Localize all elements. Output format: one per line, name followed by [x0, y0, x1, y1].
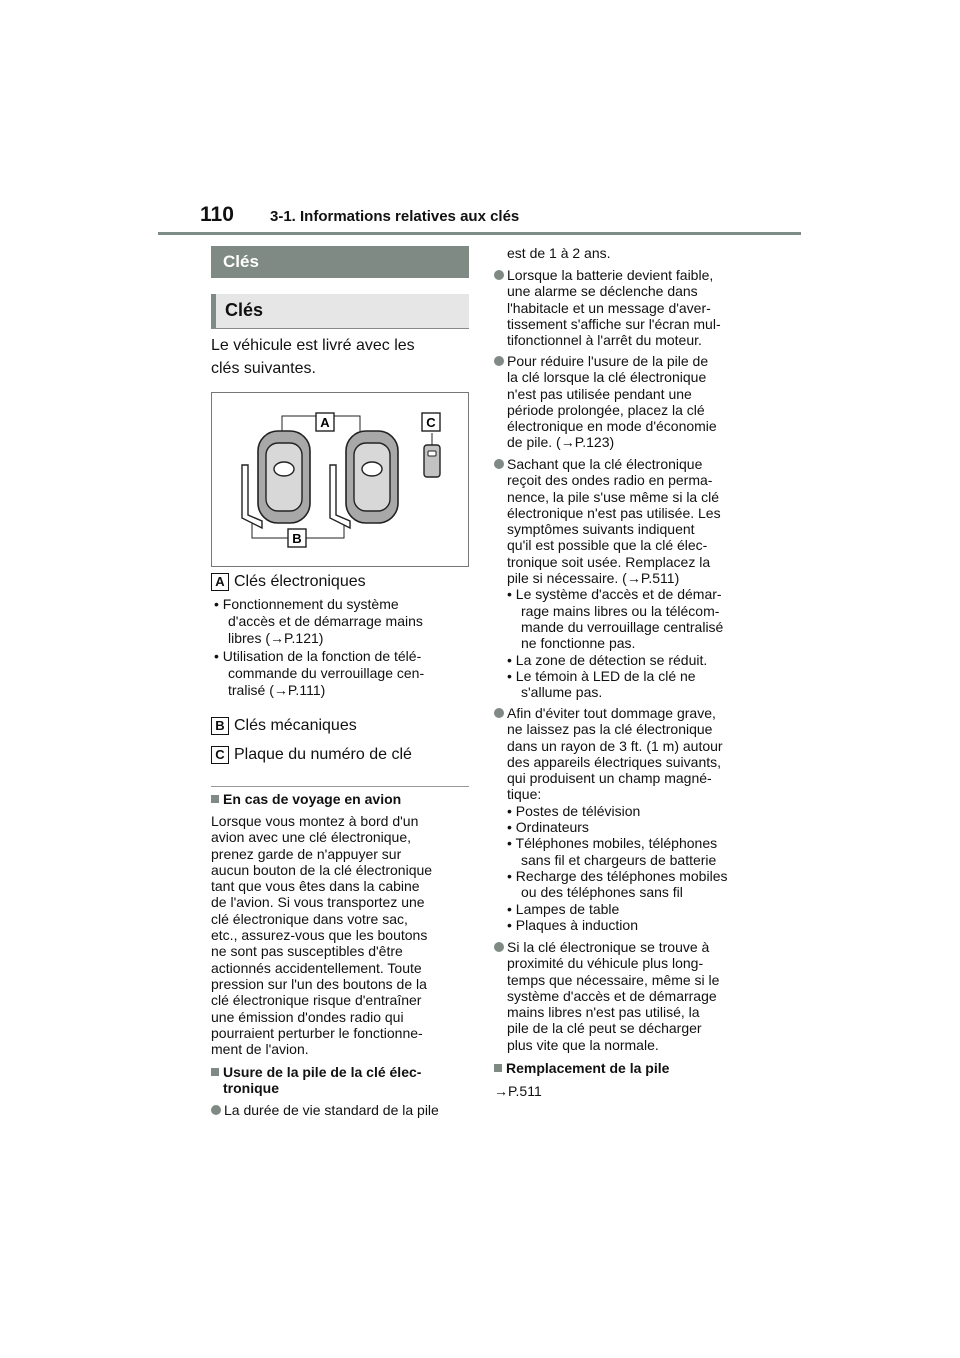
- text-line: électronique n'est pas utilisée. Les: [507, 504, 721, 521]
- text-line: électronique en mode d'économie: [507, 418, 717, 435]
- note-bullet: [494, 353, 717, 451]
- text-line: qui produisent un champ magné-: [507, 770, 712, 787]
- intro-line: clés suivantes.: [211, 360, 316, 377]
- note-heading-text: tronique: [223, 1080, 279, 1096]
- text-line: ne laissez pas la clé électronique: [507, 721, 713, 738]
- legend-a-item: [214, 596, 423, 647]
- note-bullet: [494, 456, 723, 700]
- divider: [211, 786, 469, 787]
- callout-b: B: [292, 531, 302, 546]
- text-line: symptômes suivants indiquent: [507, 521, 695, 538]
- page-number: 110: [200, 203, 234, 226]
- note-heading-text: En cas de voyage en avion: [223, 791, 402, 807]
- round-bullet-icon: [494, 270, 504, 280]
- square-bullet-icon: [211, 795, 219, 803]
- legend-c-tag: C: [211, 746, 229, 764]
- list-line: ne fonctionne pas.: [521, 635, 636, 652]
- text-line: de pile. (→P.123): [507, 434, 615, 451]
- legend-a-tag: A: [211, 573, 229, 591]
- legend-a-label: Clés électroniques: [234, 573, 366, 591]
- text-line: tissement s'affiche sur l'écran mul-: [507, 315, 721, 332]
- text-line: proximité du véhicule plus long-: [507, 955, 704, 972]
- note-paragraph: [211, 813, 432, 1057]
- text-line: tronique soit usée. Remplacez la: [507, 553, 711, 570]
- section-banner: [211, 294, 469, 329]
- list-line: • Fonctionnement du système: [214, 596, 399, 612]
- text-line: temps que nécessaire, même si le: [507, 971, 720, 988]
- list-line: • Le système d'accès et de démar-: [507, 586, 722, 603]
- list-line: ou des téléphones sans fil: [521, 884, 683, 901]
- note-heading: [211, 791, 401, 807]
- text-line: reçoit des ondes radio en perma-: [507, 472, 713, 489]
- text-line: ment de l'avion.: [211, 1041, 309, 1058]
- square-bullet-icon: [494, 1064, 502, 1072]
- text-line: de l'avion. Si vous transportez une: [211, 894, 425, 911]
- text-line: Lorsque la batterie devient faible,: [507, 267, 714, 283]
- text-line: ne sont pas susceptibles d'être: [211, 943, 403, 960]
- list-line: sans fil et chargeurs de batterie: [521, 851, 717, 868]
- note-bullet: [211, 1102, 439, 1118]
- text-line: Si la clé électronique se trouve à: [507, 939, 710, 955]
- list-line: • Plaques à induction: [507, 916, 638, 933]
- text-line: pile si nécessaire. (→P.511): [507, 570, 680, 587]
- text-line: une alarme se déclenche dans: [507, 283, 698, 300]
- round-bullet-icon: [494, 459, 504, 469]
- text-line: La durée de vie standard de la pile: [224, 1102, 439, 1118]
- page-reference-link[interactable]: →P.511: [494, 1083, 542, 1099]
- intro-line: Le véhicule est livré avec les: [211, 337, 415, 354]
- legend-c-label: Plaque du numéro de clé: [234, 746, 412, 764]
- text-line: pression sur l'un des boutons de la: [211, 975, 427, 992]
- text-line: clé électronique dans votre sac,: [211, 910, 408, 927]
- text-line: tique:: [507, 786, 542, 803]
- header-rule: [158, 232, 801, 235]
- text-line: pourraient perturber le fonctionne-: [211, 1024, 423, 1041]
- text-line: tifonctionnel à l'arrêt du moteur.: [507, 332, 702, 349]
- list-line: • Postes de télévision: [507, 802, 641, 819]
- intro-text: [211, 334, 471, 380]
- text-line: l'habitacle et un message d'aver-: [507, 299, 711, 316]
- text-line: période prolongée, placez la clé: [507, 401, 705, 418]
- list-line: libres (→P.121): [228, 630, 324, 646]
- list-line: • Ordinateurs: [507, 819, 589, 836]
- text-line: avion avec une clé électronique,: [211, 829, 412, 846]
- note-heading: [494, 1060, 669, 1076]
- text-line: etc., assurez-vous que les boutons: [211, 927, 428, 944]
- banner-accent-bar: [211, 294, 216, 328]
- list-line: rage mains libres ou la télécom-: [521, 602, 720, 619]
- text-line: plus vite que la normale.: [507, 1036, 659, 1053]
- text-line: système d'accès et de démarrage: [507, 987, 717, 1004]
- text-line: la clé lorsque la clé électronique: [507, 369, 707, 386]
- note-heading-text: Usure de la pile de la clé élec-: [223, 1064, 422, 1080]
- list-line: • Le témoin à LED de la clé ne: [507, 667, 696, 684]
- section-title: 3-1. Informations relatives aux clés: [270, 208, 520, 225]
- note-bullet: [494, 705, 727, 933]
- electronic-key-left: [242, 431, 310, 528]
- callout-c: C: [426, 415, 436, 430]
- round-bullet-icon: [494, 356, 504, 366]
- electronic-key-right: [330, 431, 398, 528]
- list-line: d'accès et de démarrage mains: [228, 613, 423, 629]
- text-line: Sachant que la clé électronique: [507, 456, 703, 472]
- list-line: commande du verrouillage cen-: [228, 665, 425, 681]
- text-line: actionnés accidentellement. Toute: [211, 959, 422, 976]
- section-banner-title: Clés: [225, 300, 264, 320]
- note-heading-text: Remplacement de la pile: [506, 1060, 670, 1076]
- text-line: Afin d'éviter tout dommage grave,: [507, 705, 716, 721]
- text-line: nence, la pile s'use même si la clé: [507, 488, 719, 505]
- list-line: tralisé (→P.111): [228, 682, 326, 698]
- text-line: pile de la clé peut se décharger: [507, 1020, 702, 1037]
- keys-illustration: [211, 392, 469, 567]
- text-line: n'est pas utilisée pendant une: [507, 385, 692, 402]
- chapter-banner-title: Clés: [223, 252, 259, 271]
- legend-b-label: Clés mécaniques: [234, 717, 357, 735]
- text-line: qu'il est possible que la clé élec-: [507, 537, 708, 554]
- note-heading: [211, 1064, 421, 1096]
- text-line: des appareils électriques suivants,: [507, 753, 722, 770]
- round-bullet-icon: [494, 942, 504, 952]
- text-line: une émission d'ondes radio qui: [211, 1008, 404, 1025]
- legend-c: [211, 746, 412, 764]
- text-line: prenez garde de n'appuyer sur: [211, 845, 402, 862]
- square-bullet-icon: [211, 1068, 219, 1076]
- text-line: est de 1 à 2 ans.: [507, 245, 611, 261]
- key-number-plate: [424, 445, 440, 477]
- note-bullet: [494, 939, 719, 1053]
- legend-b-tag: B: [211, 717, 229, 735]
- text-line: clé électronique risque d'entraîner: [211, 992, 422, 1009]
- round-bullet-icon: [494, 708, 504, 718]
- note-bullet: [494, 267, 721, 348]
- round-bullet-icon: [211, 1105, 221, 1115]
- list-line: • Lampes de table: [507, 900, 620, 917]
- legend-a-item: [214, 648, 424, 699]
- text-line: dans un rayon de 3 ft. (1 m) autour: [507, 737, 723, 754]
- list-line: • Utilisation de la fonction de télé-: [214, 648, 422, 664]
- legend-a: [211, 573, 366, 591]
- chapter-banner: [211, 246, 469, 278]
- text-line: mains libres n'est pas utilisé, la: [507, 1004, 700, 1021]
- list-line: s'allume pas.: [521, 684, 603, 701]
- list-line: • Recharge des téléphones mobiles: [507, 867, 728, 884]
- legend-b: [211, 717, 357, 735]
- text-line: Lorsque vous montez à bord d'un: [211, 813, 419, 829]
- text-line: tant que vous êtes dans la cabine: [211, 878, 420, 895]
- text-line: Pour réduire l'usure de la pile de: [507, 353, 709, 369]
- callout-a: A: [320, 415, 330, 430]
- list-line: • La zone de détection se réduit.: [507, 651, 708, 668]
- list-line: mande du verrouillage centralisé: [521, 618, 724, 635]
- list-line: • Téléphones mobiles, téléphones: [507, 835, 718, 852]
- keys-drawing: [212, 393, 468, 566]
- text-line: aucun bouton de la clé électronique: [211, 861, 433, 878]
